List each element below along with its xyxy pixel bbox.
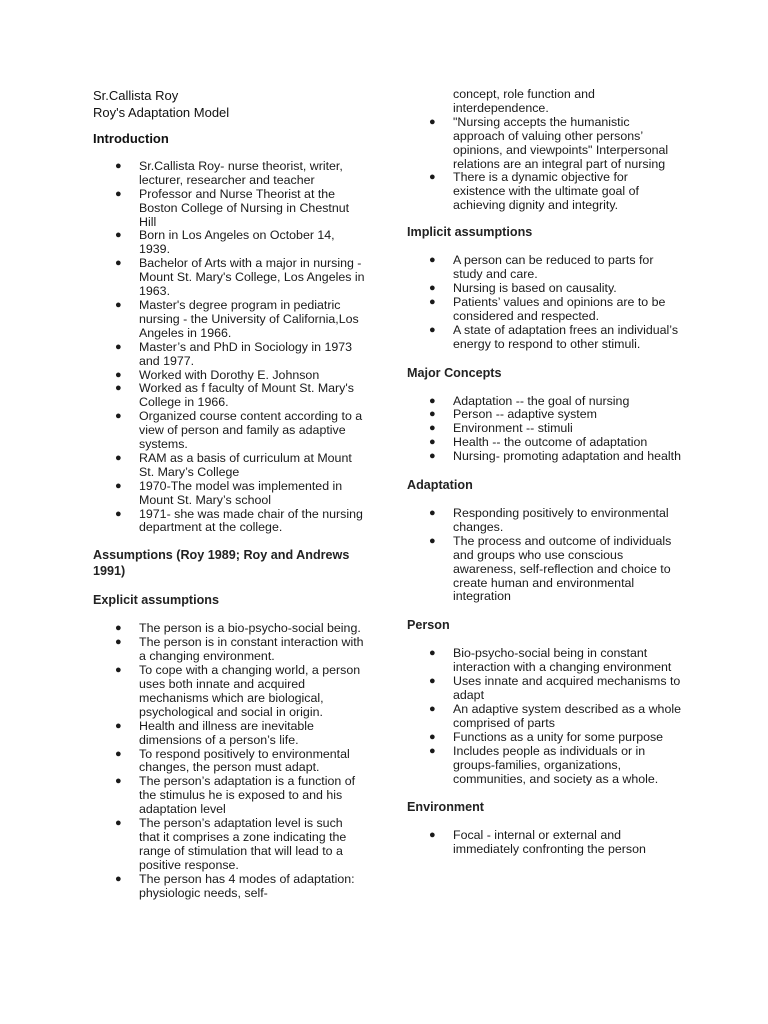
list-item: [407, 296, 682, 324]
person-heading: Person: [407, 618, 450, 633]
implicit-assumptions-heading: Implicit assumptions: [407, 225, 533, 240]
bullet-icon: ●: [429, 647, 436, 660]
bullet-icon: ●: [115, 747, 122, 760]
list-item: [93, 664, 365, 720]
bullet-icon: ●: [429, 829, 436, 842]
document-title: Roy's Adaptation Model: [93, 105, 230, 120]
list-item: [93, 188, 365, 230]
list-item-text: Functions as a unity for some purpose: [453, 729, 664, 744]
bullet-icon: ●: [429, 408, 436, 421]
list-item-text: Born in Los Angeles on October 14, 1939.: [139, 228, 335, 257]
introduction-list: [93, 160, 365, 535]
list-item-text: Includes people as individuals or in groups-families, organizations, communities, and society as a whole.: [453, 743, 659, 786]
bullet-icon: ●: [115, 298, 122, 311]
introduction-heading: Introduction: [93, 131, 169, 146]
bullet-icon: ●: [115, 872, 122, 885]
list-item: [93, 622, 365, 636]
list-item-text: The person’s adaptation level is such that it comprises a zone indicating the range of stimulation that will lead to a positive response.: [139, 816, 347, 872]
environment-list: [407, 829, 682, 857]
list-item-text: To respond positively to environmental changes, the person must adapt.: [139, 746, 350, 775]
list-item-text: An adaptive system described as a whole comprised of parts: [453, 702, 681, 730]
bullet-icon: ●: [429, 507, 436, 520]
list-item-text: The person’s adaptation is a function of the stimulus he is exposed to and his adaptation level: [139, 774, 356, 817]
implicit-assumptions-list: [407, 254, 682, 351]
list-item-text: Focal - internal or external and immediately confronting the person: [453, 828, 646, 857]
right-column: [407, 88, 682, 857]
bullet-icon: ●: [115, 340, 122, 353]
list-item: [407, 450, 682, 464]
bullet-icon: ●: [429, 703, 436, 715]
list-item: [93, 229, 365, 257]
list-item: [93, 720, 365, 748]
bullet-icon: ●: [115, 817, 122, 830]
list-item-text: Nursing is based on causality.: [453, 280, 617, 295]
continued-list: [407, 116, 682, 213]
bullet-icon: ●: [429, 115, 436, 128]
list-item-text: Nursing- promoting adaptation and health: [453, 449, 681, 464]
bullet-icon: ●: [115, 451, 122, 464]
list-item: [407, 171, 682, 213]
bullet-icon: ●: [115, 479, 122, 492]
bullet-icon: ●: [115, 664, 122, 677]
bullet-icon: ●: [115, 257, 122, 270]
list-item-text: Bachelor of Arts with a major in nursing - Mount St. Mary's College, Los Angeles in 1963.: [139, 256, 365, 299]
bullet-icon: ●: [115, 775, 122, 788]
list-item-text: Patients’ values and opinions are to be considered and respected.: [453, 294, 666, 323]
list-item-text: To cope with a changing world, a person uses both innate and acquired mechanisms which are biological, psychological and social in origin.: [139, 663, 361, 719]
list-item: [407, 647, 682, 675]
list-item-text: 1971- she was made chair of the nursing department at the college.: [139, 506, 363, 535]
bullet-icon: ●: [115, 507, 122, 520]
list-item-text: Professor and Nurse Theorist at the Boston College of Nursing in Chestnut Hill: [139, 186, 350, 229]
list-item-text: Person -- adaptive system: [453, 407, 597, 422]
major-concepts-heading: Major Concepts: [407, 365, 502, 380]
list-item-text: The person is a bio-psycho-social being.: [139, 621, 361, 636]
person-list: [407, 647, 682, 786]
list-item: [93, 382, 365, 410]
adaptation-list: [407, 507, 682, 604]
list-item: [93, 873, 365, 901]
list-item: [407, 703, 682, 731]
list-item-text: Worked as f faculty of Mount St. Mary's College in 1966.: [139, 381, 354, 410]
list-item: [407, 507, 682, 535]
bullet-icon: ●: [429, 730, 436, 743]
list-item-text: The person has 4 modes of adaptation: physiologic needs, self-: [139, 871, 355, 900]
bullet-icon: ●: [429, 281, 436, 294]
list-item: [407, 408, 682, 422]
list-item-text: Environment -- stimuli: [453, 421, 573, 436]
bullet-icon: ●: [115, 382, 122, 395]
list-item-text: The person is in constant interaction with a changing environment.: [139, 635, 364, 664]
list-item: [407, 731, 682, 745]
list-item: [93, 636, 365, 664]
list-item: [407, 324, 682, 352]
list-item: [93, 480, 365, 508]
list-item: [93, 508, 365, 536]
list-item: [407, 395, 682, 409]
list-item-text: Master’s and PhD in Sociology in 1973 and 1977.: [139, 339, 353, 368]
bullet-icon: ●: [429, 394, 436, 407]
bullet-icon: ●: [429, 675, 436, 688]
bullet-icon: ●: [115, 159, 122, 172]
list-item-text: A person can be reduced to parts for study and care.: [453, 253, 654, 282]
list-item-text: Worked with Dorothy E. Johnson: [139, 367, 320, 382]
list-item: [407, 535, 682, 605]
list-item: [407, 829, 682, 857]
list-item-text: Health -- the outcome of adaptation: [453, 435, 648, 450]
list-item: [93, 410, 365, 452]
left-column: [93, 87, 365, 901]
list-item-text: Responding positively to environmental changes.: [453, 506, 669, 534]
list-item: [93, 775, 365, 817]
bullet-icon: ●: [429, 295, 436, 308]
list-item-text: The process and outcome of individuals and groups who use conscious awareness, self-reflection and choice to create human and environmental integration: [453, 533, 672, 604]
list-item-text: Adaptation -- the goal of nursing: [453, 393, 630, 408]
assumptions-heading: Assumptions (Roy 1989; Roy and Andrews 1991): [93, 548, 350, 579]
list-item: [407, 745, 682, 787]
list-item: [407, 116, 682, 172]
list-item-text: 1970-The model was implemented in Mount St. Mary’s school: [139, 478, 343, 507]
list-item-text: Sr.Callista Roy- nurse theorist, writer, lecturer, researcher and teacher: [139, 158, 343, 187]
list-item: [407, 422, 682, 436]
list-item: [93, 369, 365, 383]
bullet-icon: ●: [429, 323, 436, 336]
list-item-text: There is a dynamic objective for existence with the ultimate goal of achieving dignity and integrity.: [453, 170, 639, 213]
list-item: [407, 436, 682, 450]
explicit-assumptions-list: [93, 622, 365, 900]
list-item: [407, 254, 682, 282]
bullet-icon: ●: [115, 636, 122, 649]
list-item: [93, 817, 365, 873]
bullet-icon: ●: [429, 450, 436, 463]
list-item-text: Bio-psycho-social being in constant interaction with a changing environment: [453, 646, 672, 675]
list-item: [407, 282, 682, 296]
bullet-icon: ●: [429, 254, 436, 267]
list-item-text: Uses innate and acquired mechanisms to adapt: [453, 674, 681, 703]
list-item: [407, 675, 682, 703]
author-name: Sr.Callista Roy: [93, 88, 179, 103]
list-item: [93, 341, 365, 369]
adaptation-heading: Adaptation: [407, 478, 473, 493]
major-concepts-list: [407, 395, 682, 465]
explicit-assumptions-heading: Explicit assumptions: [93, 593, 219, 608]
list-item: [93, 748, 365, 776]
list-item: [93, 299, 365, 341]
bullet-icon: ●: [115, 187, 122, 200]
list-item-text: A state of adaptation frees an individual’s energy to respond to other stimuli.: [453, 322, 679, 351]
list-item-text: "Nursing accepts the humanistic approach of valuing other persons’ opinions, and viewpoints" Interpersonal relations are an integral part of nursing: [453, 114, 669, 171]
bullet-icon: ●: [429, 171, 436, 184]
bullet-icon: ●: [115, 368, 122, 381]
list-item: [93, 257, 365, 299]
list-item-text: Organized course content according to a view of person and family as adaptive systems.: [139, 409, 363, 452]
bullet-icon: ●: [115, 410, 122, 423]
bullet-icon: ●: [115, 622, 122, 635]
list-item: [93, 452, 365, 480]
environment-heading: Environment: [407, 800, 484, 815]
bullet-icon: ●: [429, 534, 436, 547]
bullet-icon: ●: [429, 744, 436, 757]
list-item: [93, 160, 365, 188]
list-item-text: Health and illness are inevitable dimensions of a person’s life.: [139, 718, 314, 747]
bullet-icon: ●: [115, 719, 122, 732]
bullet-icon: ●: [115, 229, 122, 242]
bullet-icon: ●: [429, 422, 436, 435]
list-item-text: Master's degree program in pediatric nursing - the University of California,Los Angeles in 1966.: [139, 297, 359, 340]
list-item-text: RAM as a basis of curriculum at Mount St. Mary’s College: [139, 450, 352, 479]
bullet-icon: ●: [429, 436, 436, 449]
continued-text: concept, role function and interdependence.: [453, 87, 595, 115]
